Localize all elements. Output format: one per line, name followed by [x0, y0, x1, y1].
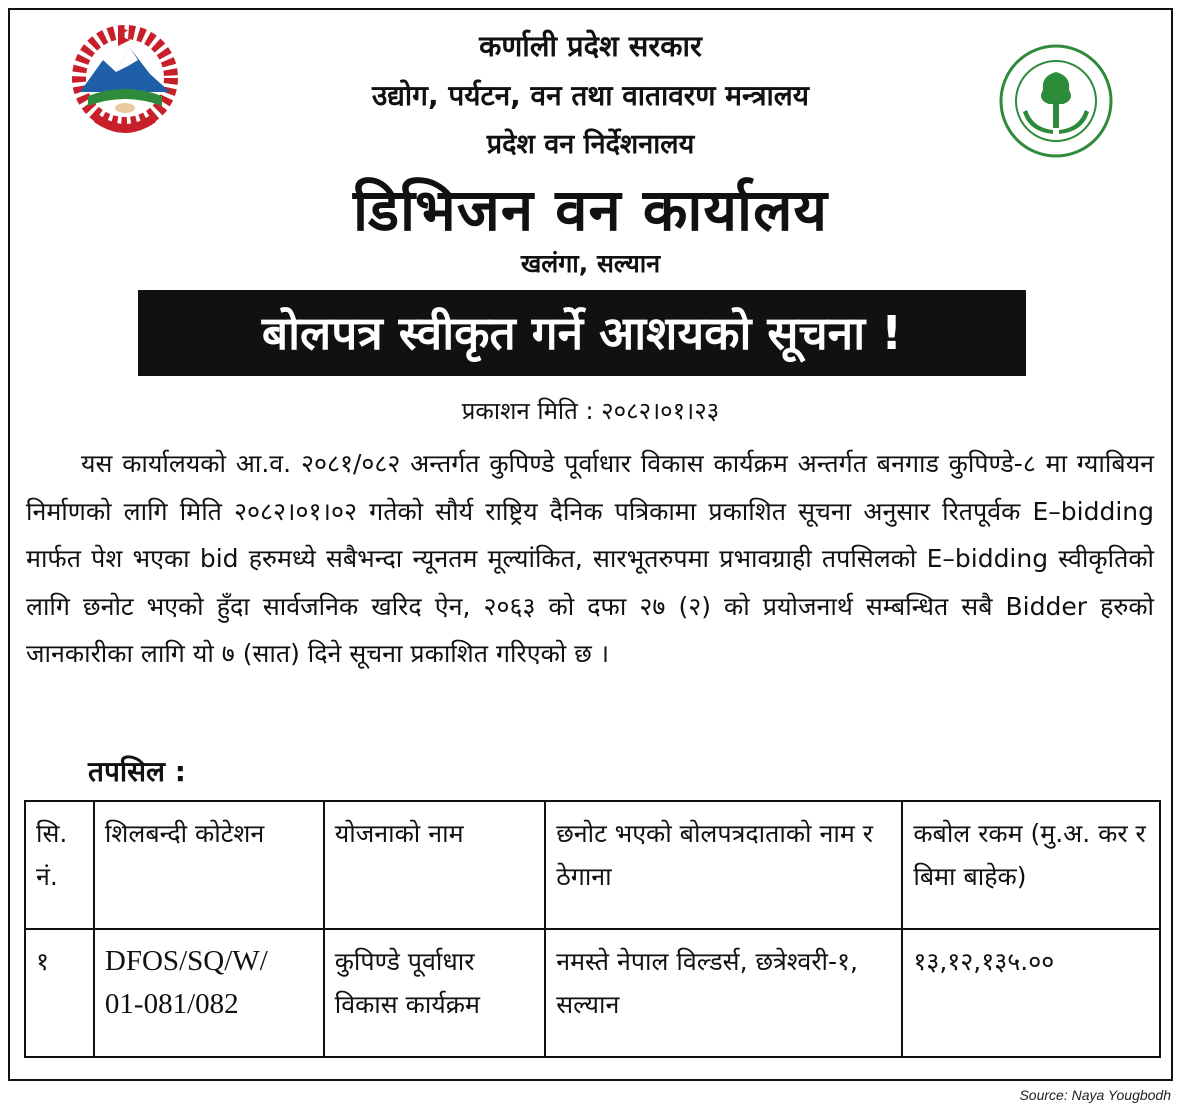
directorate-name: प्रदेश वन निर्देशनालय [486, 129, 695, 160]
publication-date: प्रकाशन मिति : २०८२।०१।२३ [461, 397, 720, 425]
col-header-amount: कबोल रकम (मु.अ. कर र बिमा बाहेक) [902, 801, 1160, 929]
cell-quotation: DFOS/SQ/W/ 01-081/082 [94, 929, 324, 1057]
col-header-quotation: शिलबन्दी कोटेशन [94, 801, 324, 929]
ministry-name: उद्योग, पर्यटन, वन तथा वातावरण मन्त्रालय [371, 79, 810, 112]
notice-body: यस कार्यालयको आ.व. २०८१/०८२ अन्तर्गत कुपिण्डे पूर्वाधार विकास कार्यक्रम अन्तर्गत बनगाड कुपिण्डे-८ मा ग्याबियन निर्माणको लागि मिति २०८२।०१।०२ गतेको सौर्य राष्ट्रिय दैनिक पत्रिकामा प्रकाशित सूचना अनुसार रितपूर्वक E–bidding मार्फत पेश भएका bid हरुमध्ये सबैभन्दा न्यूनतम मूल्यांकित, सारभूतरुपमा प्रभावग्राही तपसिलको E–bidding स्वीकृतिको लागि छनोट भएको हुँदा सार्वजनिक खरिद ऐन, २०६३ को दफा २७ (२) को प्रयोजनार्थ सम्बन्धित सबै Bidder हरुको जानकारीका लागि यो ७ (सात) दिने सूचना प्रकाशित गरिएको छ । [26, 449, 1154, 668]
office-location: खलंगा, सल्यान [520, 249, 661, 278]
cell-sn: १ [25, 929, 94, 1057]
col-header-sn: सि. नं. [25, 801, 94, 929]
cell-bidder: नमस्ते नेपाल विल्डर्स, छत्रेश्वरी-१, सल्यान [545, 929, 902, 1057]
office-name: डिभिजन वन कार्यालय [352, 176, 829, 244]
cell-project: कुपिण्डे पूर्वाधार विकास कार्यक्रम [324, 929, 546, 1057]
notice-title-banner: बोलपत्र स्वीकृत गर्ने आशयको सूचना ! [138, 290, 1026, 376]
table-row [25, 929, 1160, 1057]
col-header-project: योजनाको नाम [324, 801, 546, 929]
table-header-row [25, 801, 1160, 929]
source-credit: Source: Naya Yougbodh [1019, 1087, 1171, 1103]
cell-amount: १३,१२,१३५.०० [902, 929, 1160, 1057]
col-header-bidder: छनोट भएको बोलपत्रदाताको नाम र ठेगाना [545, 801, 902, 929]
government-name: कर्णाली प्रदेश सरकार [479, 29, 702, 63]
details-label: तपसिल : [88, 755, 186, 788]
bid-details-table [24, 800, 1161, 1058]
